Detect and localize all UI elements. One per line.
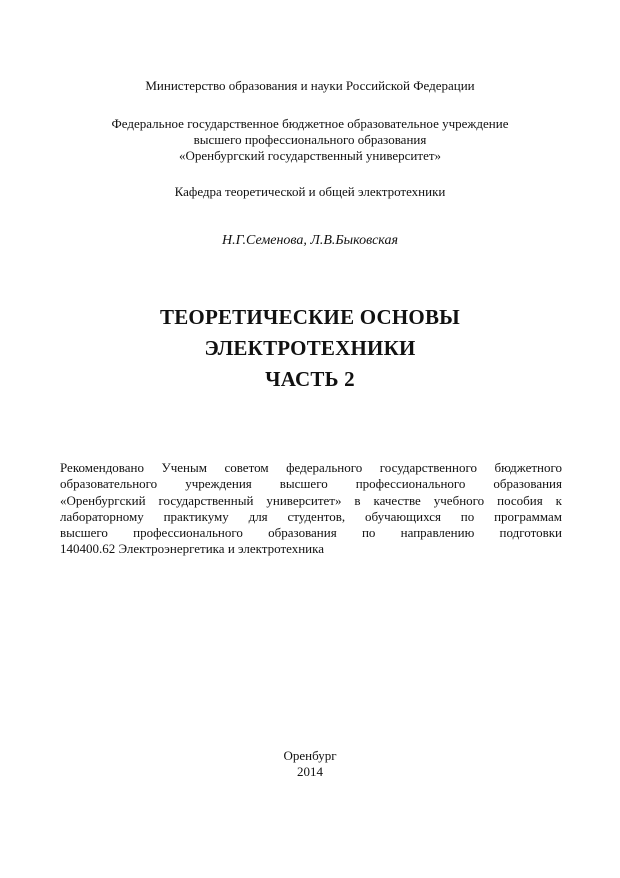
institution-line-3: «Оренбургский государственный университет» [178,148,442,163]
footer-year: 2014 [297,764,323,779]
title-line-3: ЧАСТЬ 2 [265,367,355,391]
ministry-line: Министерство образования и науки Российской Федерации [145,78,475,93]
title-line-1: ТЕОРЕТИЧЕСКИЕ ОСНОВЫ [160,305,460,329]
recommendation-line-5: высшего профессионального образования по направлению подготовки [60,525,562,541]
recommendation-paragraph [60,460,562,558]
recommendation-line-4: лабораторному практикуму для студентов, обучающихся по программам [60,508,562,524]
institution-line-2: высшего профессионального образования [193,132,427,147]
authors: Н.Г.Семенова, Л.В.Быковская [222,233,398,248]
institution-line-1: Федеральное государственное бюджетное образовательное учреждение [111,116,509,131]
recommendation-line-6: 140400.62 Электроэнергетика и электротехника [60,541,325,557]
recommendation-line-2: образовательного учреждения высшего профессионального образования [60,476,562,492]
recommendation-line-1: Рекомендовано Ученым советом федерального государственного бюджетного [60,460,562,475]
title-line-2: ЭЛЕКТРОТЕХНИКИ [204,336,416,360]
footer-city: Оренбург [283,748,337,763]
department-line: Кафедра теоретической и общей электротехники [174,184,446,199]
recommendation-line-3: «Оренбургский государственный университет» в качестве учебного пособия к [60,492,562,508]
